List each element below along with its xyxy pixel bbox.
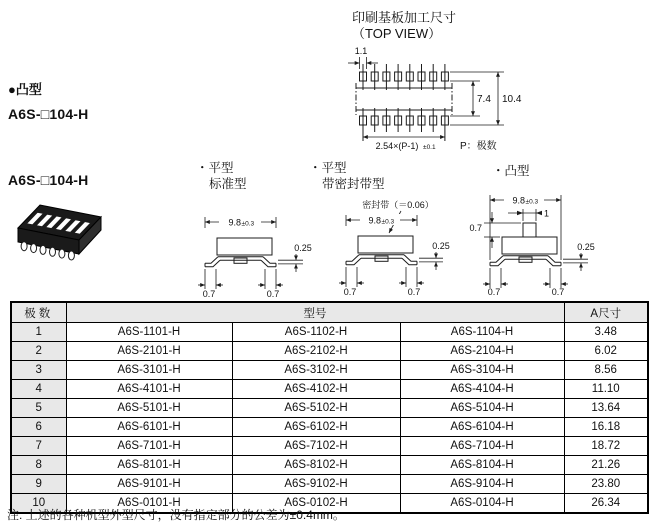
table-row xyxy=(11,418,648,437)
model-cell: A6S-7102-H xyxy=(232,437,400,456)
pcb-bottom-pads xyxy=(360,108,449,141)
dim-a-cell: 6.02 xyxy=(564,342,648,361)
dim-feet xyxy=(483,268,568,296)
model-number-bottom: A6S-□104-H xyxy=(8,172,89,188)
flat-standard-title1: ・平型 xyxy=(196,161,234,175)
model-cell: A6S-5101-H xyxy=(66,399,232,418)
col-header-poles: 极数 xyxy=(11,302,66,323)
dim-a-cell: 18.72 xyxy=(564,437,648,456)
model-cell: A6S-0101-H xyxy=(66,494,232,514)
poles-cell: 2 xyxy=(11,342,66,361)
model-cell: A6S-8102-H xyxy=(232,456,400,475)
dim-label-foot-left: 0.7 xyxy=(343,287,357,297)
model-cell: A6S-2104-H xyxy=(400,342,564,361)
dim-a-cell: 11.10 xyxy=(564,380,648,399)
pcb-poles-legend: P：极数 xyxy=(460,141,497,152)
model-cell: A6S-9104-H xyxy=(400,475,564,494)
dim-label-width: 9.8 xyxy=(512,195,525,206)
dim-label-width: 9.8 xyxy=(228,217,241,228)
dim-label-standoff: 0.25 xyxy=(577,242,595,252)
dim-label-foot-right: 0.7 xyxy=(551,287,565,296)
model-cell: A6S-4102-H xyxy=(232,380,400,399)
model-table xyxy=(10,301,649,514)
dim-a-cell: 13.64 xyxy=(564,399,648,418)
raised-diagram xyxy=(438,174,598,296)
flat-seal-header xyxy=(309,160,385,192)
table-row xyxy=(11,475,648,494)
flat-standard-title2: 标准型 xyxy=(209,177,247,191)
model-cell: A6S-9101-H xyxy=(66,475,232,494)
dim-label-width: 9.8 xyxy=(368,215,381,226)
poles-cell: 6 xyxy=(11,418,66,437)
model-cell: A6S-6101-H xyxy=(66,418,232,437)
raised-header: ・凸型 xyxy=(492,164,530,178)
dim-a-cell: 21.26 xyxy=(564,456,648,475)
flat-seal-body xyxy=(346,236,417,265)
dim-label-standoff: 0.25 xyxy=(432,241,450,251)
dim-a-cell: 23.80 xyxy=(564,475,648,494)
model-cell: A6S-3101-H xyxy=(66,361,232,380)
dim-label-standoff: 0.25 xyxy=(294,243,312,253)
dim-a-cell: 3.48 xyxy=(564,323,648,342)
dim-actuator-width xyxy=(508,209,549,222)
dim-feet xyxy=(339,267,424,297)
dim-feet xyxy=(198,269,283,299)
table-header-row xyxy=(11,302,648,323)
pcb-title-line2: （TOP VIEW） xyxy=(352,26,442,41)
model-cell: A6S-5104-H xyxy=(400,399,564,418)
pcb-section-title xyxy=(352,10,456,42)
model-cell: A6S-1101-H xyxy=(66,323,232,342)
poles-cell: 4 xyxy=(11,380,66,399)
model-cell: A6S-6104-H xyxy=(400,418,564,437)
poles-cell: 5 xyxy=(11,399,66,418)
pcb-footprint-diagram xyxy=(340,44,650,156)
dim-label-pad-width: 1.1 xyxy=(354,46,368,56)
dim-label-inner: 7.4 xyxy=(477,94,491,105)
seal-tape-label: 密封带（＝0.06） xyxy=(362,200,434,210)
dim-actuator-height xyxy=(469,212,521,248)
model-cell: A6S-1102-H xyxy=(232,323,400,342)
tolerance-note: 注. 上述的各种机型外型尺寸，没有指定部分的公差为±0.4mm。 xyxy=(7,508,345,522)
model-cell: A6S-2102-H xyxy=(232,342,400,361)
table-row xyxy=(11,361,648,380)
pcb-top-pads xyxy=(360,64,449,90)
model-cell: A6S-2101-H xyxy=(66,342,232,361)
model-cell: A6S-0102-H xyxy=(232,494,400,514)
dim-label-actuator-width: 1 xyxy=(544,208,550,219)
model-cell: A6S-4104-H xyxy=(400,380,564,399)
dim-label-foot-right: 0.7 xyxy=(266,289,280,299)
pcb-dim-pitch xyxy=(363,137,497,152)
model-cell: A6S-7101-H xyxy=(66,437,232,456)
dim-label-foot-left: 0.7 xyxy=(202,289,216,299)
dim-standoff xyxy=(563,242,595,271)
model-cell: A6S-7104-H xyxy=(400,437,564,456)
table-row xyxy=(11,323,648,342)
dim-label-width-tol: ±0.3 xyxy=(241,220,255,228)
model-cell: A6S-8104-H xyxy=(400,456,564,475)
poles-cell: 10 xyxy=(11,494,66,514)
flat-standard-body xyxy=(205,238,276,267)
flat-standard-header xyxy=(196,160,247,192)
poles-cell: 9 xyxy=(11,475,66,494)
model-cell: A6S-0104-H xyxy=(400,494,564,514)
pcb-dim-inner xyxy=(450,81,491,116)
model-cell: A6S-6102-H xyxy=(232,418,400,437)
model-cell: A6S-1104-H xyxy=(400,323,564,342)
dim-a-cell: 16.18 xyxy=(564,418,648,437)
raised-body xyxy=(490,223,561,266)
model-cell: A6S-5102-H xyxy=(232,399,400,418)
dim-label-foot-left: 0.7 xyxy=(487,287,501,296)
dim-label-pitch: 2.54×(P-1) xyxy=(375,141,419,151)
flat-seal-title1: ・平型 xyxy=(309,161,347,175)
model-number-top: A6S-□104-H xyxy=(8,106,89,122)
flat-seal-diagram xyxy=(291,190,459,302)
table-row xyxy=(11,380,648,399)
col-header-dim-a: A尺寸 xyxy=(564,302,648,323)
dim-label-foot-right: 0.7 xyxy=(407,287,421,297)
poles-cell: 7 xyxy=(11,437,66,456)
dip-switch-illustration xyxy=(4,194,104,264)
table-row xyxy=(11,342,648,361)
poles-cell: 8 xyxy=(11,456,66,475)
dim-label-actuator-height: 0.7 xyxy=(469,223,482,233)
model-cell: A6S-4101-H xyxy=(66,380,232,399)
dim-a-cell: 8.56 xyxy=(564,361,648,380)
col-header-model: 型号 xyxy=(66,302,564,323)
model-cell: A6S-9102-H xyxy=(232,475,400,494)
poles-cell: 1 xyxy=(11,323,66,342)
flat-seal-title2: 带密封带型 xyxy=(322,177,385,191)
dim-label-width-tol: ±0.3 xyxy=(525,198,539,206)
raised-type-bullet: ●凸型 xyxy=(8,82,42,97)
pcb-body-outline xyxy=(356,83,452,115)
table-row xyxy=(11,437,648,456)
poles-cell: 3 xyxy=(11,361,66,380)
dim-a-cell: 26.34 xyxy=(564,494,648,514)
table-row xyxy=(11,456,648,475)
pcb-title-line1: 印刷基板加工尺寸 xyxy=(352,10,457,25)
model-cell: A6S-3104-H xyxy=(400,361,564,380)
model-cell: A6S-8101-H xyxy=(66,456,232,475)
dim-label-pitch-tol: ±0.1 xyxy=(423,144,436,151)
model-cell: A6S-3102-H xyxy=(232,361,400,380)
table-row xyxy=(11,399,648,418)
dim-label-outer: 10.4 xyxy=(502,94,522,105)
dim-label-width-tol: ±0.3 xyxy=(381,218,395,226)
